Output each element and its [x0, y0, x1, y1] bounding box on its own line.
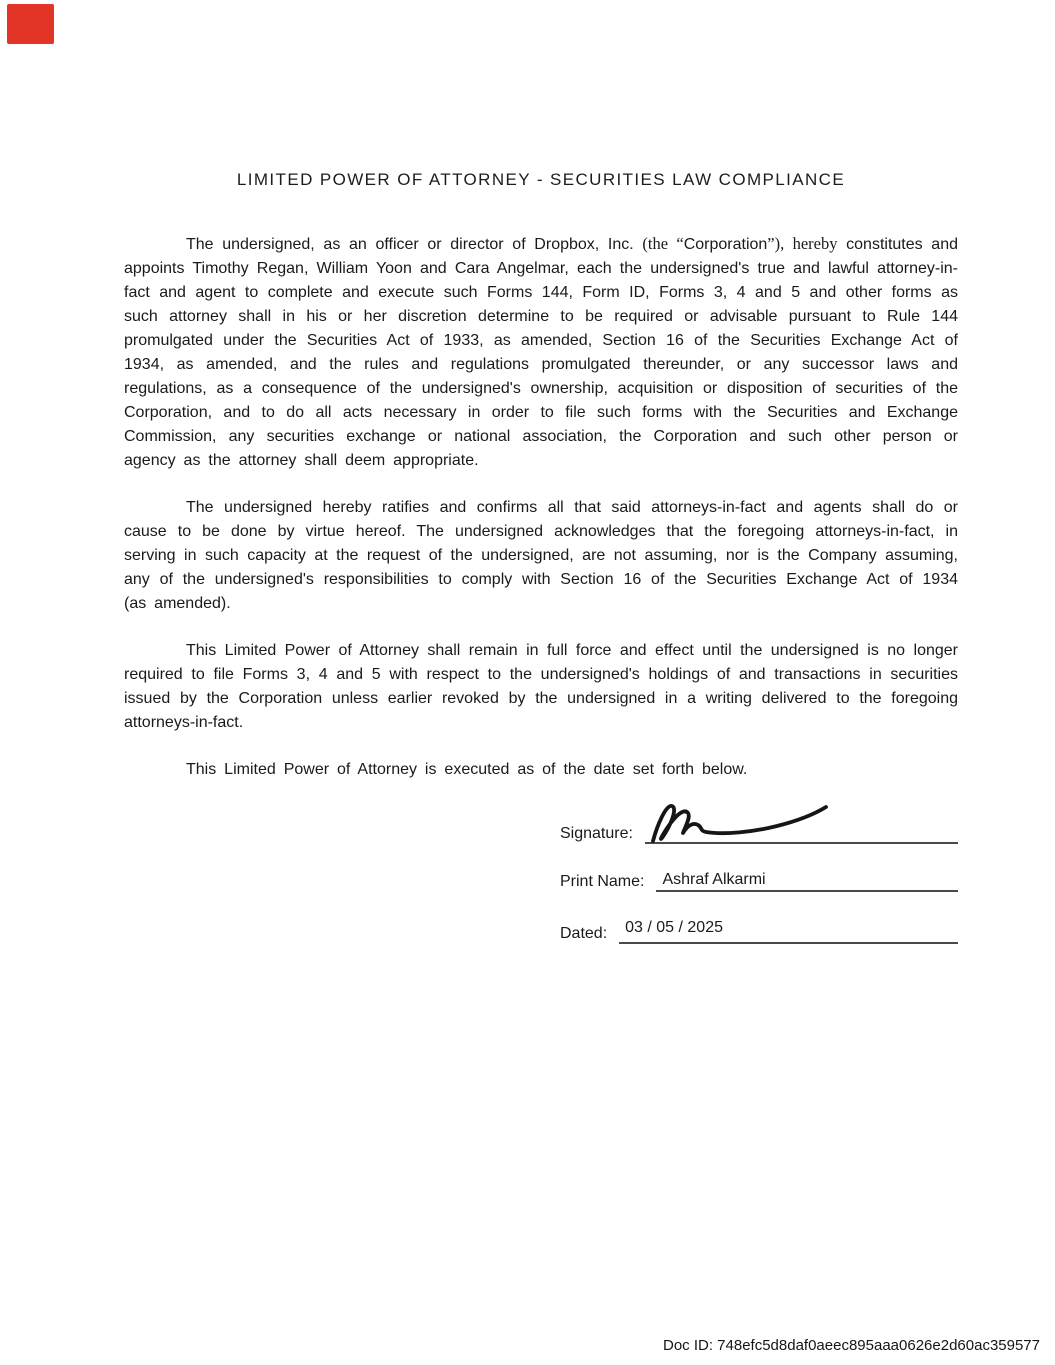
paragraph-segment: ”), hereby: [767, 234, 838, 253]
paragraph: [124, 639, 958, 735]
paragraph: [124, 232, 958, 473]
dated-line: [619, 919, 958, 944]
dated-value: 03 / 05 / 2025: [625, 919, 723, 936]
print-name-line: [656, 870, 958, 892]
paragraph: [124, 758, 958, 782]
paragraph-segment: Corporation: [683, 236, 768, 253]
dated-row: [560, 919, 958, 944]
red-marker: [7, 4, 54, 44]
paragraph-segment: (the “: [642, 234, 684, 253]
paragraph-segment: The undersigned hereby ratifies and confirms all that said attorneys-in-fact and agents shall do or cause to be done by virtue hereof. The undersigned acknowledges that the foregoing attorneys-in-fact, in serving in such capacity at the request of the undersigned, are not assuming, nor is the Company assuming, any of the undersigned's responsibilities to comply with Section 16 of the Securities Exchange Act of 1934 (as amended).: [124, 499, 958, 612]
paragraph-segment: This Limited Power of Attorney shall remain in full force and effect until the undersigned is no longer required to file Forms 3, 4 and 5 with respect to the undersigned's holdings of and transactions in securities issued by the Corporation unless earlier revoked by the undersigned in a writing delivered to the foregoing attorneys-in-fact.: [124, 642, 958, 731]
paragraph-segment: This Limited Power of Attorney is executed as of the date set forth below.: [186, 761, 748, 778]
dated-label: Dated:: [560, 925, 608, 942]
signature-line: [645, 822, 958, 844]
paragraph: [124, 496, 958, 616]
paragraph-segment: constitutes and appoints Timothy Regan, William Yoon and Cara Angelmar, each the undersigned's true and lawful attorney-in-fact and agent to complete and execute such Forms 144, Form ID, Forms 3, 4 and 5 and other forms as such attorney shall in his or her discretion determine to be required or advisable pursuant to Rule 144 promulgated under the Securities Act of 1933, as amended, Section 16 of the Securities Exchange Act of 1934, as amended, and the rules and regulations promulgated thereunder, or any successor laws and regulations, as a consequence of the undersigned's ownership, acquisition or disposition of securities of the Corporation, and to do all acts necessary in order to file such forms with the Securities and Exchange Commission, any securities exchange or national association, the Corporation and such other person or agency as the attorney shall deem appropriate.: [124, 236, 958, 469]
print-name-value: Ashraf Alkarmi: [662, 871, 766, 888]
print-name-row: [560, 870, 958, 892]
signature-row: [560, 822, 958, 844]
document-title: LIMITED POWER OF ATTORNEY - SECURITIES LAW COMPLIANCE: [236, 170, 846, 189]
signature-label: Signature:: [560, 825, 633, 842]
doc-id-footer: Doc ID: 748efc5d8daf0aeec895aaa0626e2d60ac359577: [663, 1337, 1040, 1354]
signature-block: [560, 822, 958, 944]
print-name-label: Print Name:: [560, 873, 645, 890]
handwritten-signature-icon: [649, 800, 834, 846]
paragraphs-container: [124, 232, 958, 782]
paragraph-segment: The undersigned, as an officer or director of Dropbox, Inc.: [186, 236, 643, 253]
